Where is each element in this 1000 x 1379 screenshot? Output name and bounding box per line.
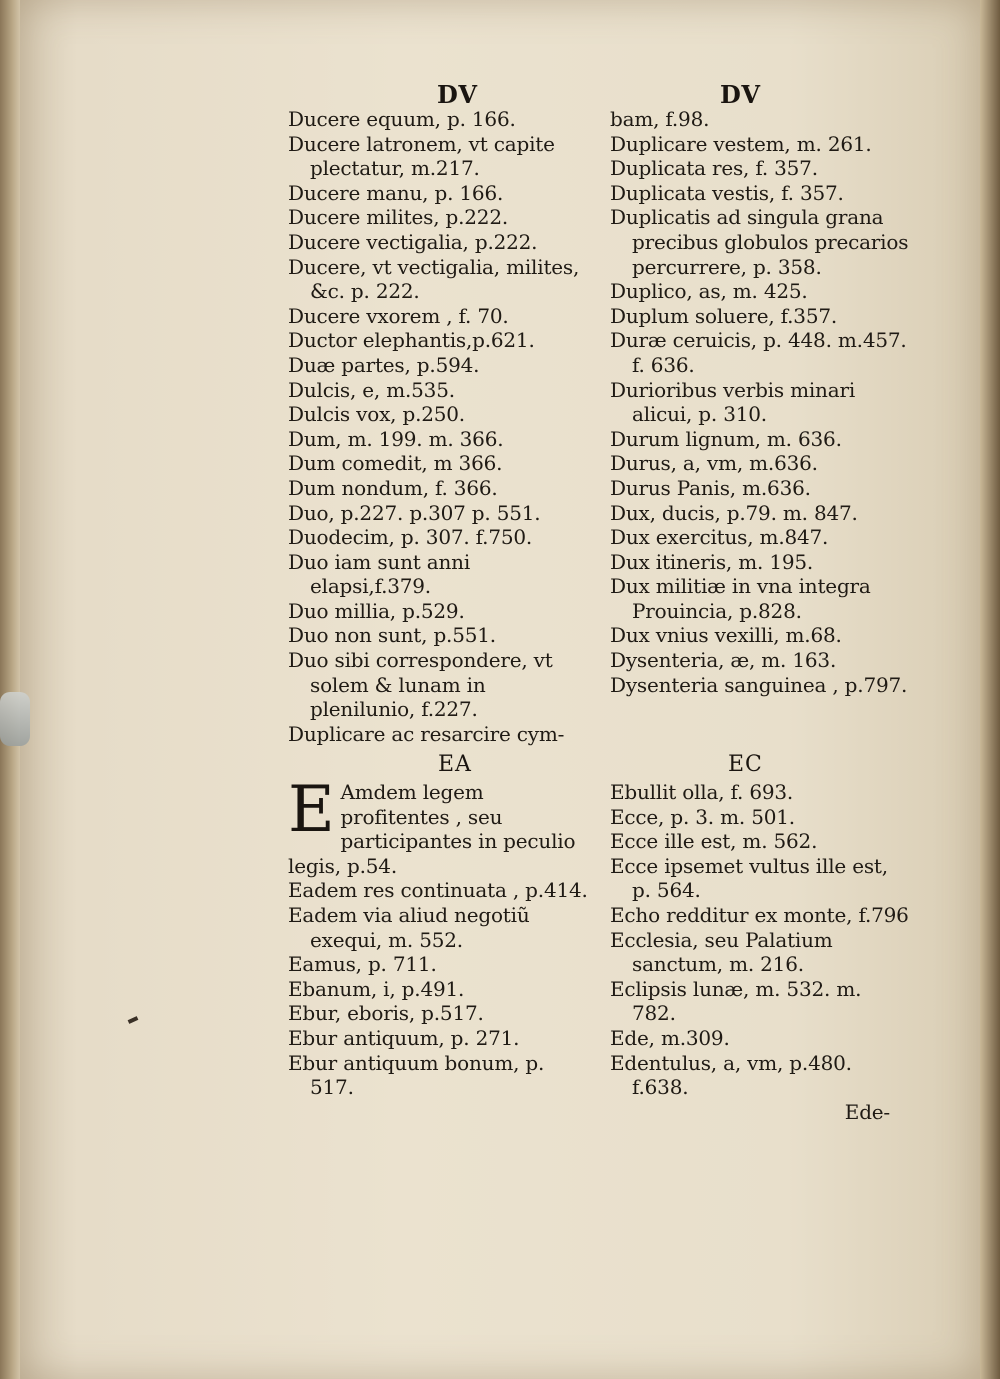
running-head-left: DV xyxy=(437,80,479,109)
dv-right-list xyxy=(610,107,910,697)
index-entry: Duo sibi correspondere, vt solem & lunam in plenilunio, f.227. xyxy=(288,648,553,722)
index-entry: Duplicata res, f. 357. xyxy=(610,156,818,181)
index-entry: Ducere vxorem , f. 70. xyxy=(288,303,509,328)
ec-list xyxy=(610,780,910,1100)
running-head-right: DV xyxy=(720,80,762,109)
index-entry: Duo, p.227. p.307 p. 551. xyxy=(288,500,541,525)
index-entry: Eamus, p. 711. xyxy=(288,952,437,977)
index-entry: Durus Panis, m.636. xyxy=(610,475,811,500)
index-entry: Ede, m.309. xyxy=(610,1025,730,1050)
index-entry: Ducere milites, p.222. xyxy=(288,205,509,230)
index-entry: Duræ ceruicis, p. 448. m.457. f. 636. xyxy=(610,328,907,377)
index-entry: Duo millia, p.529. xyxy=(288,598,465,623)
index-entry: Dysenteria sanguinea , p.797. xyxy=(610,672,908,697)
index-entry: Durus, a, vm, m.636. xyxy=(610,451,818,476)
section-heading-ec: EC xyxy=(728,752,763,777)
index-entry: Dux militiæ in vna integra Prouincia, p.828. xyxy=(610,574,871,623)
index-entry: Ecce ille est, m. 562. xyxy=(610,829,818,854)
index-entry: Ductor elephantis,p.621. xyxy=(288,328,535,353)
index-entry: Ebullit olla, f. 693. xyxy=(610,780,794,804)
index-entry: Duplicata vestis, f. 357. xyxy=(610,180,844,205)
catchword: Ede- xyxy=(844,1099,890,1124)
index-entry: Ebur antiquum bonum, p. 517. xyxy=(288,1050,545,1100)
ea-column xyxy=(288,773,593,1100)
index-entry: Ecce, p. 3. m. 501. xyxy=(610,804,795,829)
index-entry: Duplicare ac resarcire cym- xyxy=(288,721,565,746)
page-stack-edge xyxy=(980,0,1000,1379)
index-entry: Duplico, as, m. 425. xyxy=(610,279,808,304)
index-entry: Ebur antiquum, p. 271. xyxy=(288,1025,520,1050)
ea-list xyxy=(288,878,593,1099)
index-entry: Ducere, vt vectigalia, milites, &c. p. 222. xyxy=(288,254,580,304)
index-entry: Duo iam sunt anni elapsi,f.379. xyxy=(288,549,471,599)
index-entry: Ducere vectigalia, p.222. xyxy=(288,229,538,254)
index-entry: Duplum soluere, f.357. xyxy=(610,303,838,328)
ec-column xyxy=(610,780,910,1124)
ea-first-entry xyxy=(288,773,593,878)
index-entry: Dum comedit, m 366. xyxy=(288,451,503,476)
index-entry: Dulcis, e, m.535. xyxy=(288,377,455,402)
dv-right-column xyxy=(610,107,910,697)
index-entry: Dum nondum, f. 366. xyxy=(288,475,498,500)
index-entry: Durioribus verbis minari alicui, p. 310. xyxy=(610,377,856,427)
index-entry: Ebanum, i, p.491. xyxy=(288,976,465,1001)
index-entry: Dux vnius vexilli, m.68. xyxy=(610,623,842,648)
clasp-clip xyxy=(0,692,30,746)
index-entry: Dux exercitus, m.847. xyxy=(610,525,829,550)
index-entry: Durum lignum, m. 636. xyxy=(610,426,842,451)
index-entry: Ducere manu, p. 166. xyxy=(288,180,504,205)
ea-first-entry-text: Amdem legem profitentes , seu participantes in peculio legis, p.54. xyxy=(288,780,576,878)
index-entry: Dysenteria, æ, m. 163. xyxy=(610,648,837,673)
index-entry: Ecclesia, seu Palatium sanctum, m. 216. xyxy=(610,927,833,977)
index-entry: Dux itineris, m. 195. xyxy=(610,549,814,574)
index-entry: Edentulus, a, vm, p.480. f.638. xyxy=(610,1050,852,1100)
drop-cap: E xyxy=(288,773,335,847)
dv-left-column xyxy=(288,107,593,746)
book-gutter xyxy=(0,0,20,1379)
index-entry: Duo non sunt, p.551. xyxy=(288,623,496,648)
index-entry: Eadem res continuata , p.414. xyxy=(288,878,588,903)
index-entry: Ebur, eboris, p.517. xyxy=(288,1001,484,1026)
index-entry: Duplicatis ad singula grana precibus globulos precarios percurrere, p. 358. xyxy=(610,205,909,279)
index-entry: Duodecim, p. 307. f.750. xyxy=(288,525,533,550)
dv-left-list xyxy=(288,107,593,746)
index-entry: Dux, ducis, p.79. m. 847. xyxy=(610,500,858,525)
index-entry: Duplicare vestem, m. 261. xyxy=(610,131,872,156)
index-entry: Echo redditur ex monte, f.796 xyxy=(610,902,909,927)
index-entry: Ducere latronem, vt capite plectatur, m.217. xyxy=(288,131,555,181)
index-entry: Dum, m. 199. m. 366. xyxy=(288,426,504,451)
index-entry: Ecce ipsemet vultus ille est, p. 564. xyxy=(610,853,888,903)
index-entry: Eclipsis lunæ, m. 532. m. 782. xyxy=(610,976,862,1026)
section-heading-ea: EA xyxy=(438,752,472,777)
index-entry: Dulcis vox, p.250. xyxy=(288,402,465,427)
index-entry: Ducere equum, p. 166. xyxy=(288,107,516,131)
index-entry: Eadem via aliud negotiũ exequi, m. 552. xyxy=(288,902,530,952)
index-entry: bam, f.98. xyxy=(610,107,710,131)
index-entry: Duæ partes, p.594. xyxy=(288,352,480,377)
